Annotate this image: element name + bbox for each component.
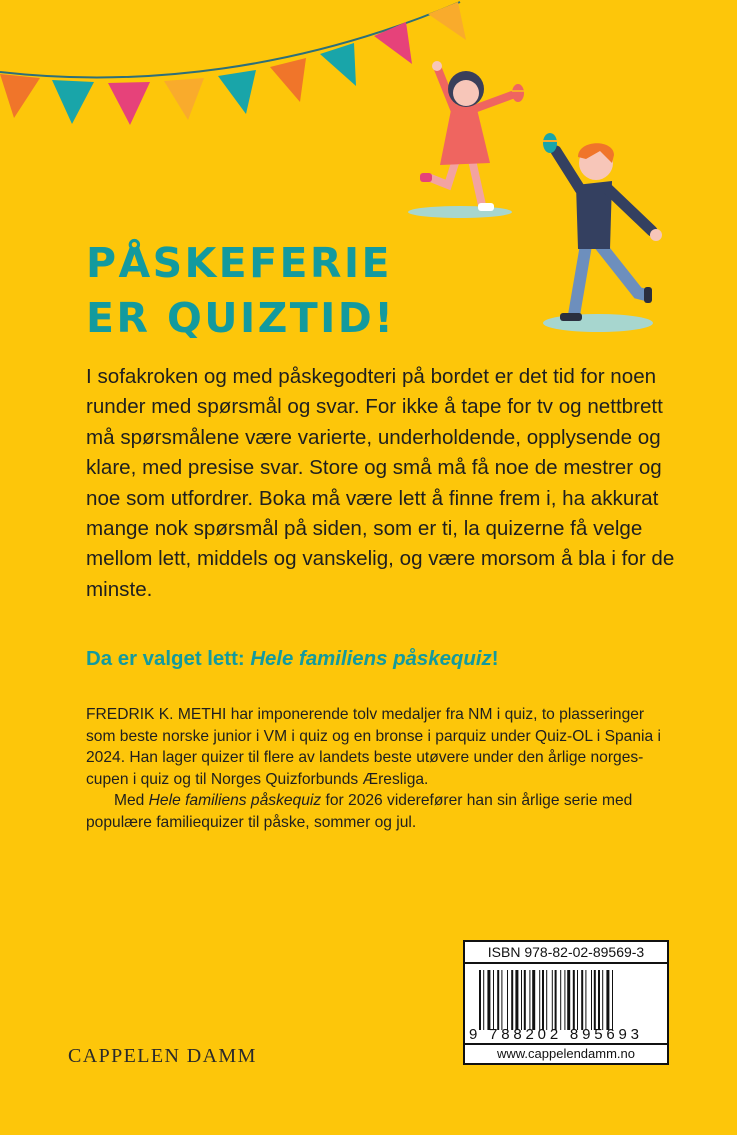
tagline-suffix: ! [491, 648, 499, 670]
children-illustration [400, 55, 680, 345]
headline [86, 236, 395, 346]
author-bio-text-2: for 2026 viderefører han sin årlige serie med populære familiequizer til påske, sommer og jul. [86, 792, 633, 831]
author-bio-book-title: Hele familiens påskequiz [148, 792, 322, 810]
barcode-digits: 9 788202 895693 [469, 1026, 643, 1043]
author-bio-prefix-2: Med [114, 792, 149, 810]
author-name: FREDRIK K. METHI [86, 706, 227, 723]
isbn-number: ISBN 978-82-02-89569-3 [465, 942, 667, 964]
tagline [86, 648, 499, 671]
author-bio-paragraph-2 [86, 790, 676, 833]
tagline-prefix: Da er valget lett: [86, 648, 251, 670]
publisher-logo: CAPPELEN DAMM [68, 1045, 257, 1067]
blurb-text: I sofakroken og med påskegodteri på bordet er det tid for noen runder med spørsmål og svar. For ikke å tape for tv og nettbrett må spørsmålene være varierte, underholdende, opplysende og klare, med presise svar. Store og små må få noe de mestrer og noe som utfordrer. Boka må være lett å finne frem i, ha akkurat mange nok spørsmål på siden, som er ti, la quizerne få velge mellom lett, middels og vanskelig, og være morsom å bla i for de minste. [86, 365, 675, 601]
author-bio-paragraph-1 [86, 704, 676, 790]
publisher-url: www.cappelendamm.no [465, 1043, 667, 1063]
headline-line-1: PÅSKEFERIE [86, 239, 392, 287]
headline-line-2: ER QUIZTID! [86, 294, 396, 342]
author-bio [86, 704, 676, 834]
isbn-barcode [463, 940, 669, 1065]
barcode-bars [479, 970, 655, 1030]
tagline-book-title: Hele familiens påskequiz [250, 648, 492, 670]
author-bio-text-1: har imponerende tolv medaljer fra NM i quiz, to plasseringer som beste norske junior i VM i quiz og en bronse i parquiz under Quiz-OL i Spania i 2024. Han lager quizer til flere av landets beste utøvere under den årlige norges-cupen i quiz og til Norges Quizforbunds Æresliga. [86, 706, 661, 788]
